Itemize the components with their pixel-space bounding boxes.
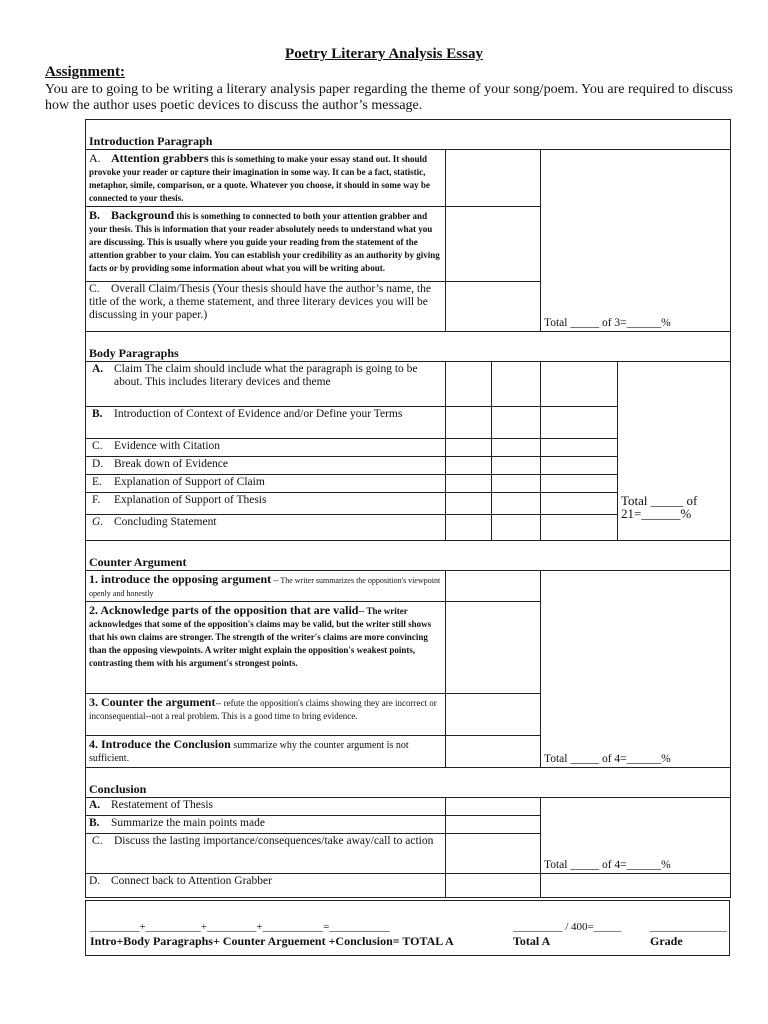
body-item: E. Explanation of Support of Claim: [86, 475, 446, 493]
body-item: G. Concluding Statement: [86, 515, 446, 541]
score-cell: [492, 362, 541, 407]
score-cell: [446, 571, 541, 602]
score-cell: [541, 439, 618, 457]
intro-total: Total _____ of 3=______%: [541, 150, 731, 332]
body-total: Total _____ of 21=______%: [618, 362, 731, 541]
score-cell: [541, 493, 618, 515]
score-cell: [492, 407, 541, 439]
counter-heading: Counter Argument: [86, 541, 731, 571]
score-cell: [541, 475, 618, 493]
counter-total: Total _____ of 4=______%: [541, 571, 731, 768]
intro-item-a: A. Attention grabbers this is something to make your essay stand out. It should provoke your reader or capture their imagination in some way. It can be a fact, statistic, metaphor, simile, comparison, or a quote. Whatever you choose, it should in some way be connected to your thesis.: [86, 150, 446, 207]
document-title: Poetry Literary Analysis Essay: [285, 46, 483, 62]
body-item: D. Break down of Evidence: [86, 457, 446, 475]
conclusion-item: C. Discuss the lasting importance/consequences/take away/call to action: [86, 834, 446, 874]
body-item: C. Evidence with Citation: [86, 439, 446, 457]
score-cell: [541, 362, 618, 407]
total-footer: [85, 900, 730, 956]
score-cell: [492, 457, 541, 475]
intro-item-b: B. Background this is something to connected to both your attention grabber and your thesis. This is information that your reader absolutely needs to understand what you are discussing. This is usually where you guide your reading from the statement of the attention grabber to your claim. You can establish your credibility as an authority by giving facts or by providing some information about what you will be writing about.: [86, 207, 446, 282]
score-cell: [446, 834, 541, 874]
conclusion-item: A. Restatement of Thesis: [86, 798, 446, 816]
assignment-text: You are to going to be writing a literary analysis paper regarding the theme of your song/poem. You are required to discuss how the author uses poetic devices to discuss the author’s message.: [45, 82, 733, 113]
formula-label: Intro+Body Paragraphs+ Counter Arguement +Conclusion= TOTAL A: [90, 934, 454, 948]
score-cell: [446, 694, 541, 736]
body-item: A. Claim The claim should include what the paragraph is going to be about. This includes literary devices and theme: [86, 362, 446, 407]
score-cell: [446, 602, 541, 694]
score-cell: [541, 874, 731, 898]
grade-label: Grade: [650, 934, 683, 948]
score-cell: [446, 798, 541, 816]
total-a-label: Total A: [513, 934, 551, 948]
score-cell: [446, 407, 492, 439]
rubric-table: [85, 119, 731, 898]
score-cell: [492, 515, 541, 541]
body-item: F. Explanation of Support of Thesis: [86, 493, 446, 515]
intro-a-score-cell: [446, 150, 541, 207]
score-cell: [446, 475, 492, 493]
score-cell: [492, 493, 541, 515]
score-cell: [541, 515, 618, 541]
score-cell: [446, 874, 541, 898]
score-cell: [446, 515, 492, 541]
formula-blanks: _________+__________+_________+___________=___________: [90, 921, 390, 933]
intro-c-score-cell: [446, 282, 541, 332]
score-cell: [446, 362, 492, 407]
intro-b-score-cell: [446, 207, 541, 282]
score-cell: [541, 457, 618, 475]
grade-blank: ______________: [650, 921, 727, 933]
score-cell: [446, 736, 541, 768]
counter-item-2: 2. Acknowledge parts of the opposition that are valid-- The writer acknowledges that some of the opposition's claims may be valid, but the writer still shows that his own claims are stronger. The strength of the writer's claims are more convincing than the opposing viewpoints. A writer might explain the opposition's weakest points, contrasting them with his argument's strongest points.: [86, 602, 446, 694]
conclusion-total: Total _____ of 4=______%: [541, 798, 731, 874]
score-cell: [492, 439, 541, 457]
counter-item-4: 4. Introduce the Conclusion summarize why the counter argument is not sufficient.: [86, 736, 446, 768]
score-cell: [492, 475, 541, 493]
counter-item-1: 1. introduce the opposing argument -- The writer summarizes the opposition's viewpoint openly and honestly: [86, 571, 446, 602]
intro-heading: Introduction Paragraph: [86, 120, 731, 150]
body-item: B. Introduction of Context of Evidence and/or Define your Terms: [86, 407, 446, 439]
conclusion-item: D. Connect back to Attention Grabber: [86, 874, 446, 898]
intro-item-c: C. Overall Claim/Thesis (Your thesis should have the author’s name, the title of the work, a theme statement, and three literary devices you will be discussing in your paper.): [86, 282, 446, 332]
score-cell: [446, 457, 492, 475]
score-cell: [541, 407, 618, 439]
score-cell: [446, 493, 492, 515]
score-cell: [446, 439, 492, 457]
counter-item-3: 3. Counter the argument-- refute the opposition's claims showing they are incorrect or inconsequential--not a real problem. This is a good time to bring evidence.: [86, 694, 446, 736]
body-heading: Body Paragraphs: [86, 332, 731, 362]
total-a-blanks: _________ / 400=_____: [513, 921, 622, 933]
score-cell: [446, 816, 541, 834]
conclusion-heading: Conclusion: [86, 768, 731, 798]
assignment-heading: Assignment:: [45, 64, 126, 80]
conclusion-item: B. Summarize the main points made: [86, 816, 446, 834]
